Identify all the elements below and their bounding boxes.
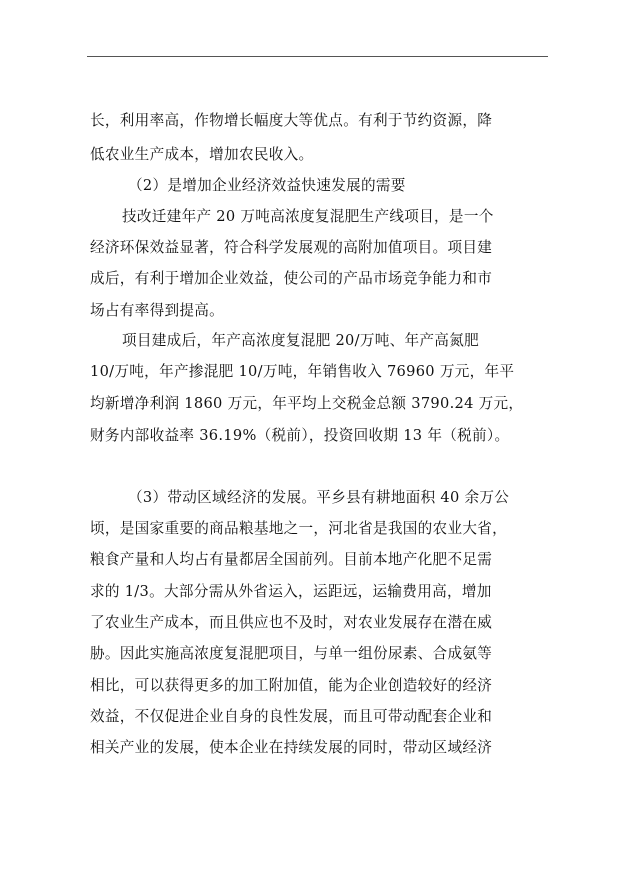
text-line-15: 求的 1/3。大部分需从外省运入，运距远，运输费用高，增加 [90,583,492,600]
text-line-14: 粮食产量和人均占有量都居全国前列。目前本地产化肥不足需 [90,551,493,568]
text-line-5: 经济环保效益显著，符合科学发展观的高附加值项目。项目建 [90,239,493,256]
text-line-7: 场占有率得到提高。 [90,302,225,319]
text-line-2: 低农业生产成本，增加农民收入。 [90,146,314,163]
section-heading-3: （3）带动区域经济的发展。平乡县有耕地面积 40 余万公 [128,489,510,506]
text-line-18: 相比，可以获得更多的加工附加值，能为企业创造较好的经济 [90,677,493,694]
text-line-16: 了农业生产成本，而且供应也不及时，对农业发展存在潜在威 [90,614,493,631]
text-line-11: 财务内部收益率 36.19%（税前），投资回收期 13 年（税前）。 [90,427,510,444]
text-line-6: 成后，有利于增加企业效益，使公司的产品市场竞争能力和市 [90,270,493,287]
text-line-17: 胁。因此实施高浓度复混肥项目，与单一组份尿素、合成氨等 [90,645,493,662]
text-line-13: 顷，是国家重要的商品粮基地之一，河北省是我国的农业大省， [90,520,508,537]
text-line-1: 长，利用率高，作物增长幅度大等优点。有利于节约资源，降 [90,112,493,129]
section-heading-2: （2）是增加企业经济效益快速发展的需要 [128,177,406,194]
text-line-8: 项目建成后，年产高浓度复混肥 20/万吨、年产高氮肥 [122,332,479,349]
text-line-10: 均新增净利润 1860 万元，年平均上交税金总额 3790.24 万元， [90,395,524,412]
header-rule [87,56,548,57]
text-line-4: 技改迁建年产 20 万吨高浓度复混肥生产线项目，是一个 [122,208,494,225]
text-line-9: 10/万吨，年产掺混肥 10/万吨，年销售收入 76960 万元，年平 [90,363,515,380]
text-line-20: 相关产业的发展，使本企业在持续发展的同时，带动区域经济 [90,739,493,756]
text-line-19: 效益，不仅促进企业自身的良性发展，而且可带动配套企业和 [90,708,493,725]
